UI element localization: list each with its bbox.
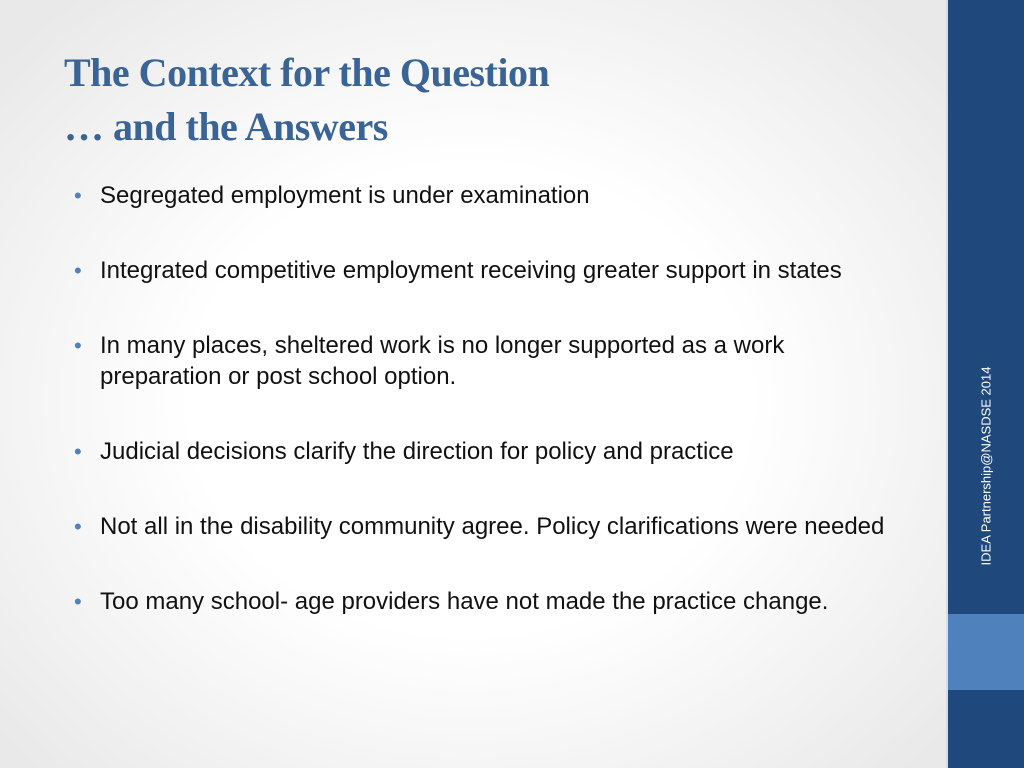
sidebar-accent-block [948, 614, 1024, 690]
footer-credit: IDEA Partnership@NASDSE 2014 [978, 366, 994, 566]
bullet-item: • In many places, sheltered work is no longer supported as a work preparation or post school option. [74, 330, 904, 392]
bullet-item: • Integrated competitive employment receiving greater support in states [74, 255, 904, 286]
bullet-item: • Not all in the disability community agree. Policy clarifications were needed [74, 511, 904, 542]
bullet-list [74, 180, 904, 661]
bullet-item: • Segregated employment is under examination [74, 180, 904, 211]
title-line-2: … and the Answers [64, 104, 388, 149]
bullet-item: • Judicial decisions clarify the direction for policy and practice [74, 436, 904, 467]
slide-title [64, 46, 924, 154]
bullet-item: • Too many school- age providers have not made the practice change. [74, 586, 904, 617]
title-line-1: The Context for the Question [64, 50, 550, 95]
